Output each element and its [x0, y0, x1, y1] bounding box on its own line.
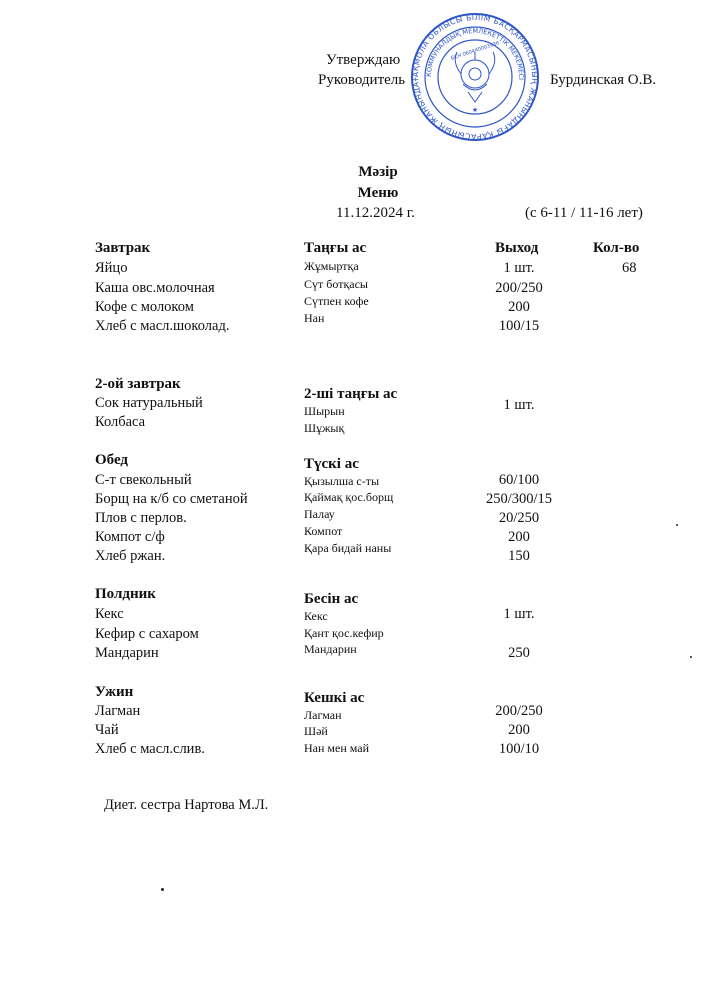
snack-title-ru: Полдник: [95, 586, 156, 602]
snack-out-1: 1 шт.: [503, 606, 535, 622]
seal-graphic: [410, 12, 540, 142]
menu-date: 11.12.2024 г.: [336, 205, 415, 221]
lunch-out-5: 150: [508, 548, 530, 564]
second-breakfast-ru-1: Сок натуральный: [95, 395, 203, 411]
lunch-title-kz: Түскі ас: [304, 456, 359, 472]
dinner-out-1: 200/250: [495, 703, 543, 719]
snack-kz-3: Мандарин: [304, 642, 357, 656]
second-breakfast-out-1: 1 шт.: [503, 397, 535, 413]
second-breakfast-title-ru: 2-ой завтрак: [95, 376, 181, 392]
dietitian-signature: Диет. сестра Нартова М.Л.: [104, 797, 269, 813]
second-breakfast-kz-2: Шұжық: [304, 421, 345, 435]
snack-ru-3: Мандарин: [95, 645, 159, 661]
breakfast-kz-3: Сүтпен кофе: [304, 294, 369, 308]
snack-title-kz: Бесін ас: [304, 591, 359, 607]
seal-bin: БСН 060440003936: [450, 40, 501, 62]
approval-name: Бурдинская О.В.: [550, 72, 657, 88]
title-ru: Меню: [357, 185, 399, 201]
lunch-title-ru: Обед: [95, 452, 129, 468]
breakfast-kz-1: Жұмыртқа: [304, 259, 359, 273]
lunch-kz-1: Қызылша с-ты: [304, 474, 380, 488]
lunch-kz-5: Қара бидай наны: [304, 541, 392, 555]
breakfast-kz-4: Нан: [304, 311, 325, 325]
approval-line-2: Руководитель: [318, 72, 406, 88]
lunch-out-2: 250/300/15: [485, 491, 553, 507]
dinner-out-3: 100/10: [498, 741, 540, 757]
breakfast-out-4: 100/15: [498, 318, 540, 334]
snack-ru-1: Кекс: [95, 606, 124, 622]
second-breakfast-ru-2: Колбаса: [95, 414, 146, 430]
col-header-kz: Таңғы ас: [304, 240, 367, 256]
scan-speck: [690, 656, 692, 658]
breakfast-out-2: 200/250: [495, 280, 543, 296]
dinner-kz-2: Шәй: [304, 724, 328, 738]
breakfast-qty-1: 68: [622, 260, 637, 276]
lunch-ru-1: С-т свекольный: [95, 472, 192, 488]
dinner-ru-3: Хлеб с масл.слив.: [95, 741, 205, 757]
dinner-ru-1: Лагман: [95, 703, 141, 719]
col-header-qty: Кол-во: [593, 240, 640, 256]
snack-ru-2: Кефир с сахаром: [95, 626, 199, 642]
snack-kz-1: Кекс: [304, 609, 328, 623]
title-kz: Мәзір: [358, 164, 398, 180]
second-breakfast-kz-1: Шырын: [304, 404, 345, 418]
lunch-out-3: 20/250: [498, 510, 540, 526]
breakfast-kz-2: Сүт ботқасы: [304, 277, 368, 291]
lunch-out-4: 200: [508, 529, 530, 545]
lunch-ru-3: Плов с перлов.: [95, 510, 187, 526]
lunch-ru-2: Борщ на к/б со сметаной: [95, 491, 248, 507]
lunch-ru-4: Компот с/ф: [95, 529, 165, 545]
second-breakfast-title-kz: 2-ші таңғы ас: [304, 386, 398, 402]
dinner-ru-2: Чай: [95, 722, 119, 738]
scan-speck: [676, 524, 678, 526]
col-header-ru: Завтрак: [95, 240, 151, 256]
seal-outer-text: АҚМОЛА ОБЛЫСЫ БІЛІМ БАСҚАРМАСЫНЫҢ ЖАНЫНДАҒЫ ҚАРАСЫНЫҢ ЖАНЫНДАҒ: [410, 12, 540, 142]
breakfast-ru-2: Каша овс.молочная: [95, 280, 215, 296]
breakfast-ru-1: Яйцо: [95, 260, 128, 276]
official-seal: [410, 12, 540, 142]
lunch-out-1: 60/100: [498, 472, 540, 488]
breakfast-out-3: 200: [508, 299, 530, 315]
svg-text:★: ★: [471, 106, 479, 114]
lunch-kz-3: Палау: [304, 507, 335, 521]
lunch-ru-5: Хлеб ржан.: [95, 548, 166, 564]
seal-inner-text: КОММУНАЛДЫҚ МЕМЛЕКЕТТІК МЕКЕМЕСІ: [424, 26, 526, 81]
snack-out-3: 250: [508, 645, 530, 661]
dinner-title-kz: Кешкі ас: [304, 690, 365, 706]
dinner-kz-3: Нан мен май: [304, 741, 370, 755]
age-groups: (с 6-11 / 11-16 лет): [525, 205, 643, 221]
dinner-title-ru: Ужин: [95, 684, 134, 700]
approval-line-1: Утверждаю: [326, 52, 401, 68]
lunch-kz-4: Компот: [304, 524, 343, 538]
breakfast-ru-4: Хлеб с масл.шоколад.: [95, 318, 230, 334]
breakfast-ru-3: Кофе с молоком: [95, 299, 194, 315]
dinner-kz-1: Лагман: [304, 708, 342, 722]
col-header-output: Выход: [495, 240, 539, 256]
lunch-kz-2: Қаймақ қос.борщ: [304, 490, 394, 504]
snack-kz-2: Қант қос.кефир: [304, 626, 384, 640]
breakfast-out-1: 1 шт.: [503, 260, 535, 276]
dinner-out-2: 200: [508, 722, 530, 738]
scan-speck: [161, 888, 164, 891]
